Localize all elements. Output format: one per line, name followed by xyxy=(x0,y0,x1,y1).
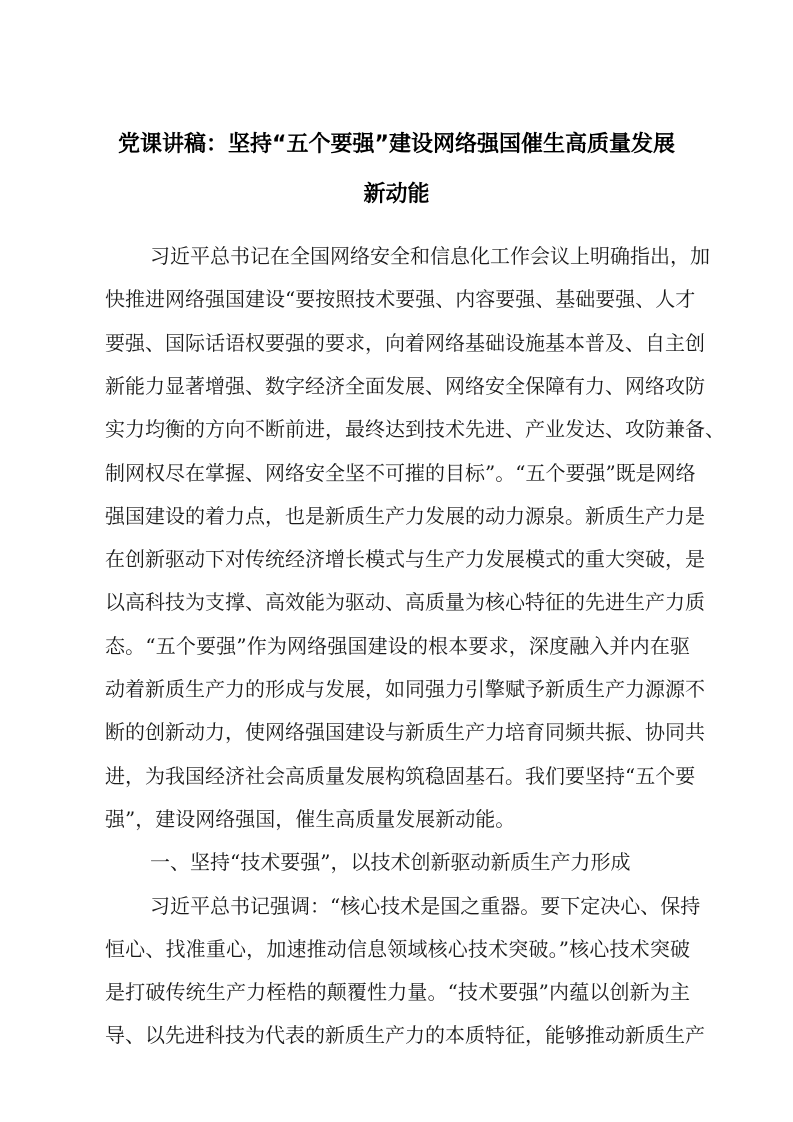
document-title-line-1: 党课讲稿：坚持“五个要强”建设网络强国催生高质量发展 xyxy=(118,132,675,157)
paragraph-line: 快推进网络强国建设“要按照技术要强、内容要强、基础要强、人才 xyxy=(105,287,696,312)
paragraph-line: 在创新驱动下对传统经济增长模式与生产力发展模式的重大突破，是 xyxy=(105,547,705,572)
paragraph-line: 以高科技为支撑、高效能为驱动、高质量为核心特征的先进生产力质 xyxy=(105,590,705,615)
paragraph-line: 断的创新动力，使网络强国建设与新质生产力培育同频共振、协同共 xyxy=(105,720,705,745)
document-title-line-2: 新动能 xyxy=(363,182,430,207)
paragraph-line: 强”，建设网络强国，催生高质量发展新动能。 xyxy=(105,806,516,831)
paragraph-line: 动着新质生产力的形成与发展，如同强力引擎赋予新质生产力源源不 xyxy=(105,677,705,701)
paragraph-line: 进，为我国经济社会高质量发展构筑稳固基石。我们要坚持“五个要 xyxy=(105,763,696,788)
paragraph-line: 要强、国际话语权要强的要求，向着网络基础设施基本普及、自主创 xyxy=(105,330,705,355)
paragraph-line: 是打破传统生产力桎梏的颠覆性力量。“技术要强”内蕴以创新为主 xyxy=(105,980,690,1005)
paragraph-line: 实力均衡的方向不断前进，最终达到技术先进、产业发达、攻防兼备、 xyxy=(105,417,725,442)
paragraph-line: 强国建设的着力点，也是新质生产力发展的动力源泉。新质生产力是 xyxy=(105,503,705,528)
paragraph-line: 习近平总书记强调：“核心技术是国之重器。要下定决心、保持 xyxy=(150,893,701,918)
paragraph-line: 恒心、找准重心，加速推动信息领域核心技术突破。”核心技术突破 xyxy=(105,936,690,961)
paragraph-line: 制网权尽在掌握、网络安全坚不可摧的目标”。“五个要强”既是网络 xyxy=(105,460,696,485)
paragraph-line: 新能力显著增强、数字经济全面发展、网络安全保障有力、网络攻防 xyxy=(105,373,705,398)
paragraph-line: 态。“五个要强”作为网络强国建设的根本要求，深度融入并内在驱 xyxy=(105,633,690,658)
paragraph-line: 习近平总书记在全国网络安全和信息化工作会议上明确指出，加 xyxy=(150,244,710,268)
paragraph-line: 导、以先进科技为代表的新质生产力的本质特征，能够推动新质生产 xyxy=(105,1023,705,1048)
section-heading: 一、坚持“技术要强”，以技术创新驱动新质生产力形成 xyxy=(150,850,631,875)
